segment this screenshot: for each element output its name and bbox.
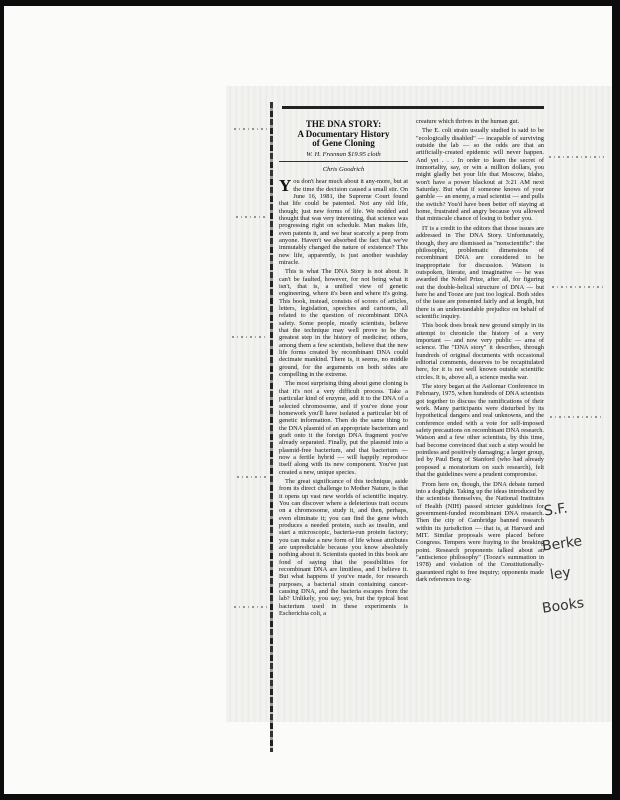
- note-line: ley: [548, 564, 572, 584]
- note-line: Books: [541, 595, 586, 617]
- drop-cap: Y: [279, 176, 292, 196]
- paragraph: This is what The DNA Story is not about. It can't be faulted, however, for not being what it isn't, that is, a unified view of genetic engineering, where it's been and where it's going. This book, instead, consists of scores of articles, letters, legislation, speeches and cartoons, all related to the question of recombinant DNA safety. Some people, mostly scientists, believe that the technique may well prove to be the greatest step in the history of medicine; others, among them a few scientists, believe that the new life forms created by recombinant DNA could decimate mankind. There is, it seems, no middle ground, for the arguments on both sides are compelling in the extreme.: [279, 268, 408, 379]
- paragraph: creature which thrives in the human gut.: [416, 118, 520, 125]
- scan-noise: [236, 216, 266, 218]
- note-line: S.F.: [543, 500, 569, 520]
- paragraph: The E. coli strain usually studied is said to be "ecologically disabled" — incapable of surviving outside the lab — so the odds are that an artificially-created epidemic will never happen. And yet . . . In order to learn the secret of immortality, say, or win a million dollars, you might gladly bet your life that Moscow, Idaho, won't have a power blackout at 3:21 AM next Saturday. But what if someone knows of your gamble — an enemy, a mad scientist — and pulls the switch? You'd have been better off staying at home, frustrated and angry because you allowed that miniscule chance of losing to bother you.: [416, 127, 544, 223]
- publisher-line: W. H. Freeman $19.95 cloth: [306, 150, 381, 158]
- scan-noise: [549, 156, 604, 158]
- title-line: THE DNA STORY:: [305, 119, 382, 129]
- scan-noise: [232, 336, 266, 338]
- top-rule: [282, 106, 544, 109]
- page-sheet: [4, 6, 612, 794]
- title-line: of Gene Cloning: [312, 138, 375, 148]
- article-title: [279, 120, 408, 149]
- paragraph: The story began at the Asilomar Conference in February, 1975, when hundreds of DNA scientists got together to discuss the ramifications of their work. Many participants were disturbed by its hypothetical dangers and real unknowns, and the conference ended with a vote for self-imposed safety precautions on recombinant DNA research. Watson and a few other scientists, by this time, had become convinced that such a step would be pointless and positively damaging; a larger group, led by Paul Berg of Stanford (who had already proposed a moratorium on such research), felt that the guidelines were a prudent compromise.: [416, 383, 544, 479]
- article-column-1: [279, 118, 408, 619]
- paragraph: IT is a credit to the editors that those issues are addressed in The DNA Story. Unfortunately, though, they are dismissed as "nonscientific": the philosophic, problematic dimensions of recombinant DNA are considered to be inappropriate for discussion. Watson is outspoken, literate, and imaginative — he was awarded the Nobel Prize, after all, for figuring out the double-helical structure of DNA — but here he and Tooze are just too logical. Both sides of the issue are presented fairly and at length, but there is an understandable prejudice on behalf of scientific inquiry.: [416, 224, 544, 320]
- title-line: A Documentary History: [297, 128, 390, 139]
- paragraph: This book does break new ground simply in its attempt to chronicle the history of a very important — and now very public — area of science. The "DNA story" it describes, through hundreds of original documents with occasional editorial comments, deserves to be recapitulated here, for it is not well known outside scientific circles. It is, above all, a science media war.: [416, 322, 544, 381]
- paragraph: [279, 178, 408, 266]
- handwritten-margin-note: [540, 502, 600, 642]
- scan-noise: [234, 606, 268, 608]
- scan-noise: [234, 128, 270, 130]
- author-byline: Chris Goodrich: [322, 165, 365, 173]
- scan-noise: [550, 416, 604, 418]
- paragraph: The most surprising thing about gene cloning is that it's not a very difficult process. Take a particular kind of enzyme, add it to the DNA of a selected chromosome, and if you've done your homework you'll have isolated a particular bit of genetic information. Then do the same thing to the DNA plasmid of an appropriate bacterium and graft onto it the foreign DNA fragment you've already separated. Finally, put the plasmid into a plasmid-free bacterium, and that bacterium — now a fertile hybrid — will happily reproduce itself along with its new component. You've just created a new, unique species.: [279, 380, 408, 476]
- scan-noise: [552, 286, 604, 288]
- note-line: Berke: [541, 533, 584, 555]
- paragraph: From here on, though, the DNA debate turned into a dogfight. Taking up the ideas introduced by the scientists themselves, the National Institutes of Health (NIH) passed stricter guidelines for government-funded recombinant DNA research. Then the city of Cambridge banned research within its jurisdiction — that is, at Harvard and MIT. Similar proposals were placed before Congress. Tempers were fraying to the breaking point. Research proponents talked about an "antiscience philosophy" (Tooze's summation in 1978) and violation of the Constitutionally-guaranteed right to free inquiry; opponents made dark references to eg-: [416, 480, 544, 583]
- paragraph: The great significance of this technique, aside from its direct challenge to Mother Nature, is that it opens up vast new worlds of scientific inquiry. You can discover where a deleterious trait occurs on a chromosome, study it, and then, perhaps, even eliminate it; you can find the gene which produces a needed protein, such as insulin, and start a microscopic, bacteria-run protein factory; you can make a new form of life whose attributes are unpredictable because you know absolutely nothing about it. Scientists quoted in this book are fond of saying that the possibilities for recombinant DNA are limitless, and I believe it. But what happens if you've made, for research purposes, a bacterial strain containing cancer-causing DNA, and the bacteria escapes from the lab? Unlikely, you say; yes, but the typical host bacterium used in these experiments is Escherichia coli, a: [279, 477, 408, 618]
- article-column-2: [416, 118, 544, 585]
- scan-noise: [237, 476, 267, 478]
- paragraph-text: ou don't hear much about it any-more, but at the time the decision caused a small stir. On June 16, 1981, the Supreme Court found that life could be patented. Not any old life, though; just new forms of life. We nodded and thought that was very interesting, that science was progressing right on schedule. Man makes life, even patents it, and we hear scarcely a peep from anyone. Haven't we absorbed the fact that we've immutably changed the nature of existence? This new life, apparently, is just another washday miracle.: [279, 178, 408, 266]
- binding-edge: [270, 102, 273, 752]
- header-divider: [279, 161, 408, 162]
